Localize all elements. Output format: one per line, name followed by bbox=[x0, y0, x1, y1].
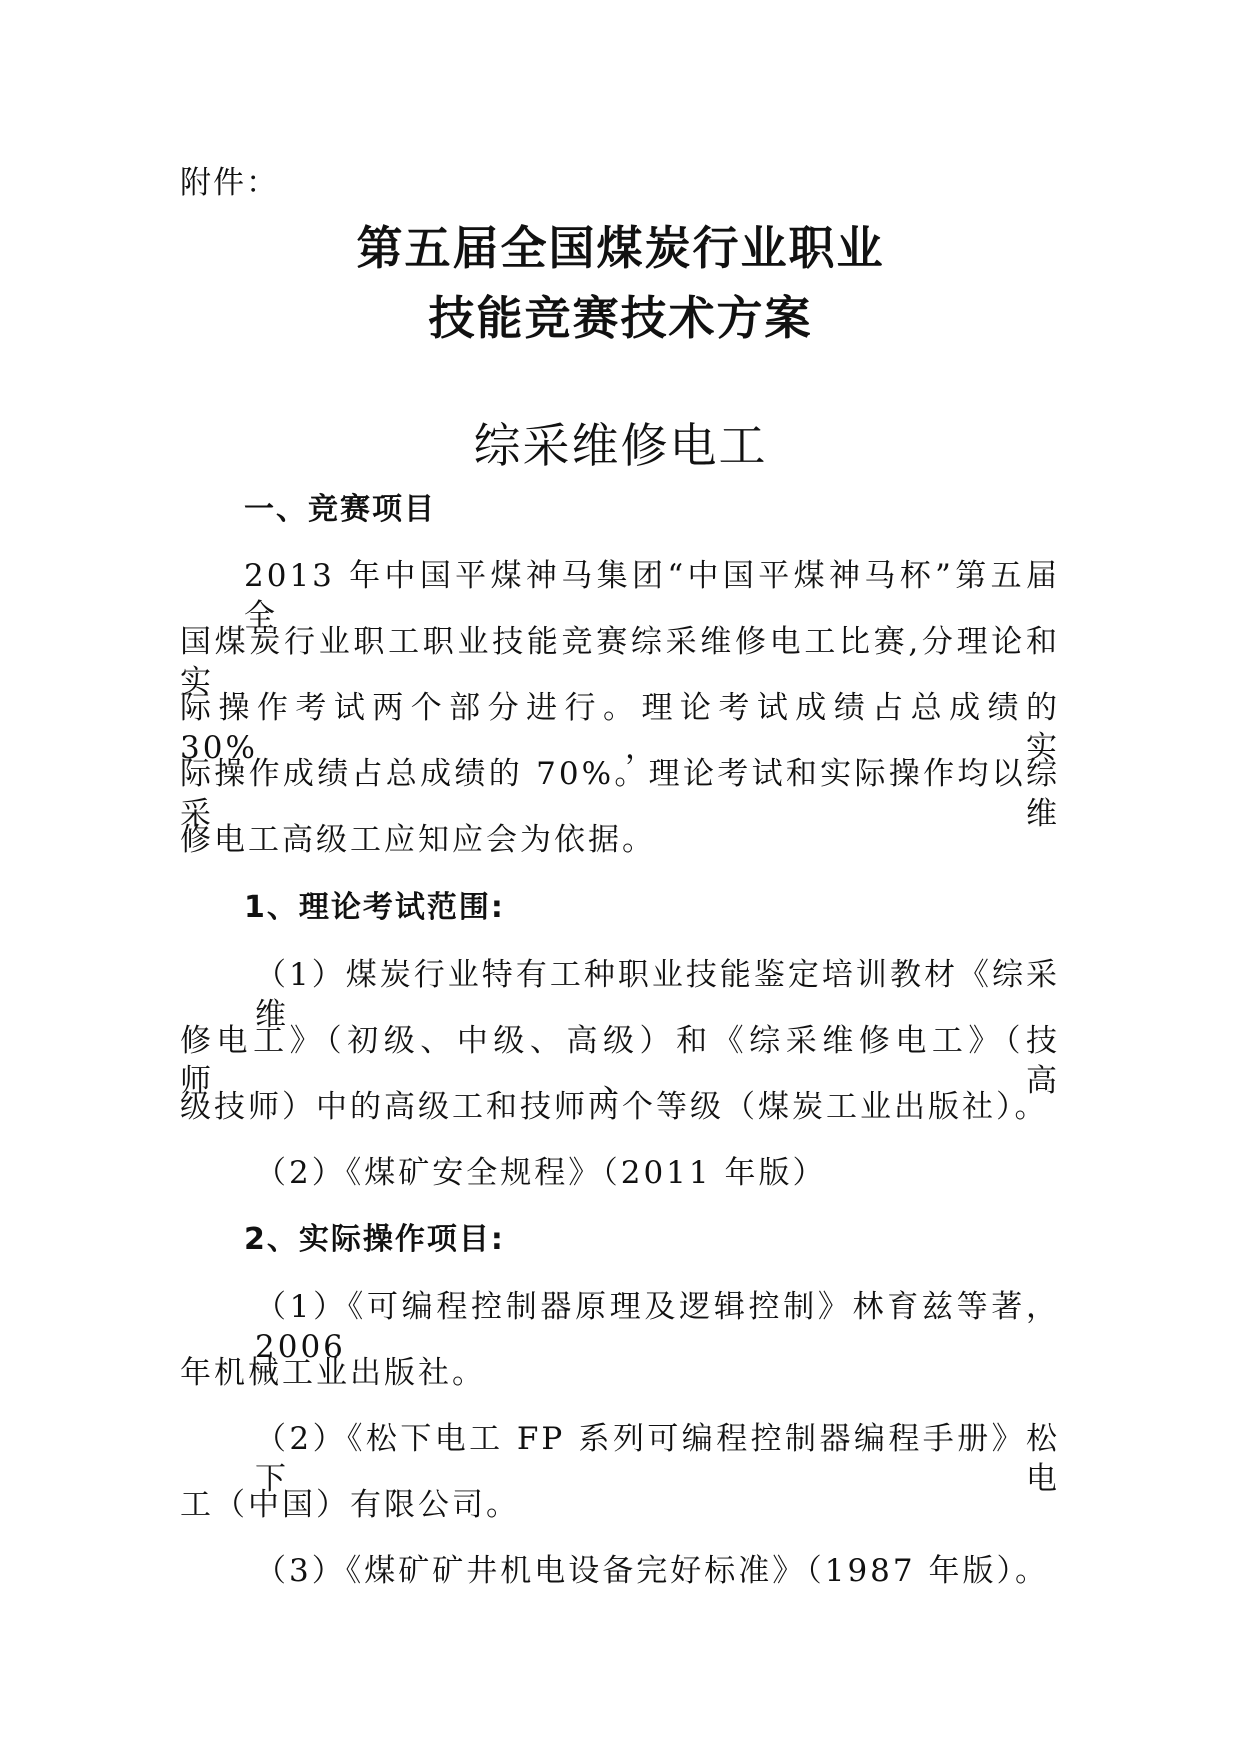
intro-paragraph-line: 2013 年中国平煤神马集团“中国平煤神马杯”第五届全 bbox=[244, 558, 1060, 634]
subsection-heading-practice-items: 2、实际操作项目: bbox=[244, 1222, 505, 1257]
theory-item-1-line: 修电工》（初级、中级、高级）和《综采维修电工》（技师、高 bbox=[180, 1023, 1060, 1099]
attachment-label: 附件： bbox=[180, 165, 279, 201]
theory-item-2: （2）《煤矿安全规程》（2011 年版） bbox=[255, 1155, 827, 1191]
practice-item-3: （3）《煤矿矿井机电设备完好标准》（1987 年版）。 bbox=[255, 1553, 1049, 1589]
document-title-line-1: 第五届全国煤炭行业职业 bbox=[356, 221, 885, 275]
practice-item-2-line: 工（中国）有限公司。 bbox=[180, 1487, 520, 1523]
subsection-heading-theory-scope: 1、理论考试范围: bbox=[244, 890, 505, 925]
intro-paragraph-line: 修电工高级工应知应会为依据。 bbox=[180, 822, 656, 858]
theory-item-1-line: （1）煤炭行业特有工种职业技能鉴定培训教材《综采维 bbox=[255, 957, 1060, 1033]
intro-paragraph-line: 国煤炭行业职工职业技能竞赛综采维修电工比赛,分理论和实 bbox=[180, 624, 1060, 700]
practice-item-1-line: 年机械工业出版社。 bbox=[180, 1355, 486, 1391]
practice-item-2-line: （2）《松下电工 FP 系列可编程控制器编程手册》松下电 bbox=[255, 1421, 1060, 1497]
intro-paragraph-line: 际操作考试两个部分进行。理论考试成绩占总成绩的 30%，实 bbox=[180, 690, 1060, 766]
theory-item-1-line: 级技师）中的高级工和技师两个等级（煤炭工业出版社）。 bbox=[180, 1089, 1049, 1125]
practice-item-1-line: （1）《可编程控制器原理及逻辑控制》林育兹等著，2006 bbox=[255, 1289, 1060, 1365]
document-title-line-2: 技能竞赛技术方案 bbox=[428, 291, 813, 345]
intro-paragraph-line: 际操作成绩占总成绩的 70%。理论考试和实际操作均以综采维 bbox=[180, 756, 1060, 832]
document-subtitle: 综采维修电工 bbox=[473, 419, 768, 474]
section-heading-competition-items: 一、竞赛项目 bbox=[244, 492, 436, 527]
